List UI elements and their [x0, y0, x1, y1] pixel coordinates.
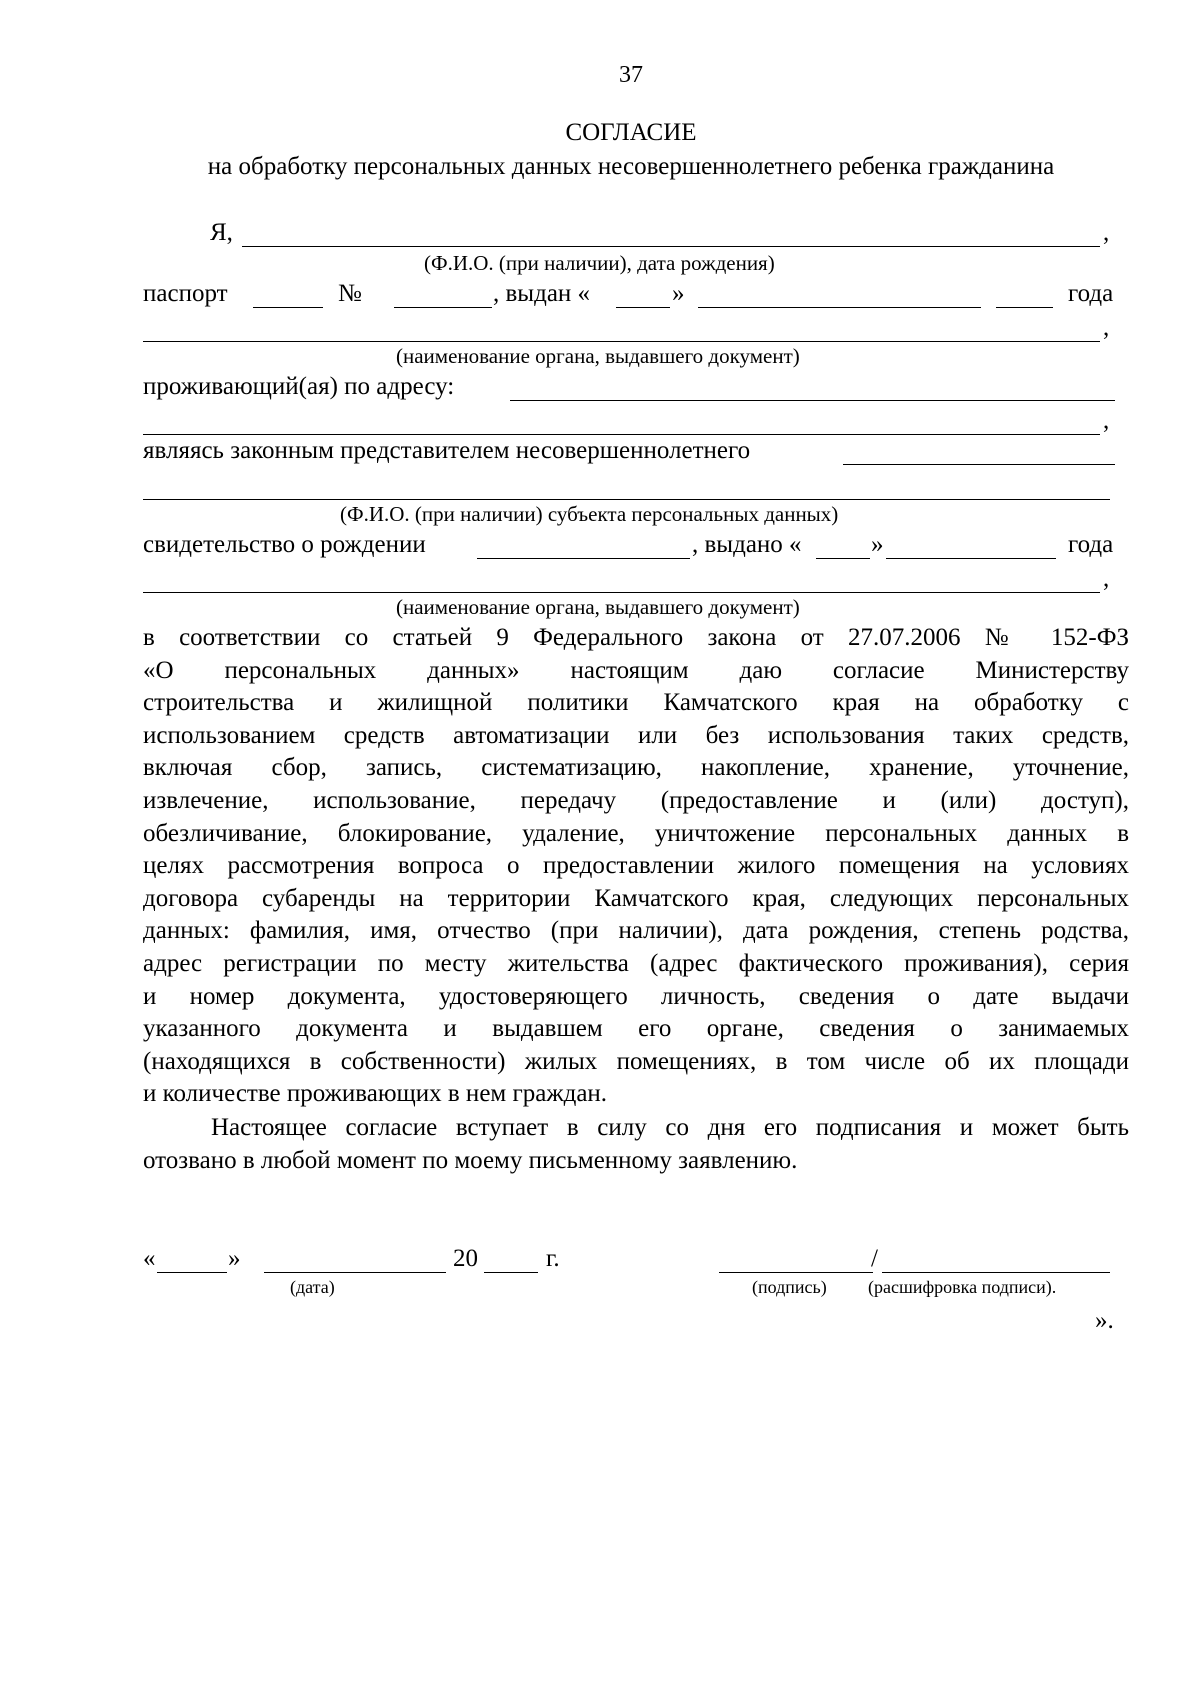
- page-number: 37: [619, 62, 643, 88]
- signature-decode-field[interactable]: [882, 1272, 1110, 1273]
- sign-quote-open: «: [143, 1245, 156, 1272]
- birth-quote-close: »: [871, 531, 884, 558]
- subject-caption: (Ф.И.О. (при наличии) субъекта персональных данных): [340, 502, 839, 526]
- body-line: в соответствии со статьей 9 Федерального закона от 27.07.2006 № 152-ФЗ: [143, 624, 1129, 651]
- passport-issued-label: , выдан «: [493, 280, 591, 307]
- body-line: включая сбор, запись, систематизацию, накопление, хранение, уточнение,: [143, 754, 1129, 782]
- body-line: извлечение, использование, передачу (предоставление и (или) доступ),: [143, 787, 1129, 814]
- body-line: адрес регистрации по месту жительства (адрес фактического проживания), серия: [143, 950, 1129, 977]
- sign-year-suffix: г.: [546, 1245, 560, 1272]
- body-line: «О персональных данных» настоящим даю согласие Министерству: [143, 656, 1129, 684]
- signature-field[interactable]: [719, 1272, 873, 1273]
- body-line: обезличивание, блокирование, удаление, уничтожение персональных данных в: [143, 819, 1129, 847]
- body-line: данных: фамилия, имя, отчество (при наличии), дата рождения, степень родства,: [143, 917, 1129, 945]
- address-field-continued[interactable]: [143, 434, 1100, 435]
- signature-caption: (подпись): [752, 1277, 827, 1297]
- closing-line: Настоящее согласие вступает в силу со дня его подписания и может быть: [211, 1114, 1129, 1141]
- subject-fio-field[interactable]: [143, 499, 1110, 500]
- closing-line: отозвано в любой момент по моему письменному заявлению.: [143, 1147, 798, 1174]
- fio-comma: ,: [1103, 219, 1110, 246]
- passport-quote-close: »: [672, 280, 685, 307]
- address-comma: ,: [1103, 407, 1110, 434]
- birth-year-label: года: [1068, 531, 1114, 558]
- sign-year-field[interactable]: [484, 1272, 538, 1273]
- address-field[interactable]: [510, 400, 1115, 401]
- i-label: Я,: [210, 219, 233, 246]
- sign-quote-close: »: [228, 1245, 241, 1272]
- body-line: и количестве проживающих в нем граждан.: [143, 1080, 608, 1108]
- issuer-comma: ,: [1103, 314, 1110, 341]
- passport-year-field[interactable]: [996, 307, 1053, 308]
- passport-series-field[interactable]: [253, 307, 323, 308]
- passport-month-field[interactable]: [698, 307, 981, 308]
- birth-day-field[interactable]: [816, 558, 870, 559]
- body-line: (находящихся в собственности) жилых помещениях, в том числе об их площади: [143, 1047, 1129, 1075]
- document-subtitle: на обработку персональных данных несовершеннолетнего ребенка гражданина: [207, 153, 1055, 180]
- passport-year-label: года: [1068, 280, 1114, 307]
- passport-day-field[interactable]: [616, 307, 670, 308]
- representative-label: являясь законным представителем несовершеннолетнего: [143, 437, 751, 464]
- sign-year-prefix: 20: [453, 1245, 478, 1272]
- representative-field[interactable]: [843, 464, 1115, 465]
- passport-number-field[interactable]: [394, 307, 492, 308]
- body-line: строительства и жилищной политики Камчатского края на обработку с: [143, 689, 1129, 717]
- sign-day-field[interactable]: [157, 1272, 227, 1273]
- birth-issuer-caption: (наименование органа, выдавшего документ): [396, 595, 800, 619]
- birth-issuer-field[interactable]: [143, 592, 1100, 593]
- passport-issuer-field[interactable]: [143, 341, 1100, 342]
- fio-caption: (Ф.И.О. (при наличии), дата рождения): [424, 251, 775, 275]
- closing-quote: ».: [1095, 1307, 1114, 1334]
- body-line: целях рассмотрения вопроса о предоставлении жилого помещения на условиях: [143, 852, 1129, 880]
- body-line: указанного документа и выдавшем его органе, сведения о занимаемых: [143, 1015, 1129, 1043]
- issuer-caption: (наименование органа, выдавшего документ): [396, 344, 800, 368]
- fio-field[interactable]: [242, 246, 1100, 247]
- address-label: проживающий(ая) по адресу:: [143, 373, 455, 400]
- date-caption: (дата): [290, 1277, 335, 1297]
- signature-slash: /: [871, 1245, 878, 1272]
- decode-caption: (расшифровка подписи).: [868, 1277, 1057, 1297]
- birth-cert-label: свидетельство о рождении: [143, 531, 426, 558]
- body-line: использованием средств автоматизации или без использования таких средств,: [143, 721, 1129, 749]
- document-title: СОГЛАСИЕ: [565, 119, 697, 146]
- birth-month-field[interactable]: [886, 558, 1056, 559]
- sign-month-field[interactable]: [264, 1272, 446, 1273]
- passport-label: паспорт: [143, 280, 228, 307]
- birth-cert-number-field[interactable]: [477, 558, 690, 559]
- body-line: договора субаренды на территории Камчатского края, следующих персональных: [143, 884, 1129, 912]
- body-line: и номер документа, удостоверяющего личность, сведения о дате выдачи: [143, 982, 1129, 1010]
- birth-issued-label: , выдано «: [692, 531, 802, 558]
- birth-issuer-comma: ,: [1103, 565, 1110, 592]
- passport-number-sign: №: [338, 280, 362, 307]
